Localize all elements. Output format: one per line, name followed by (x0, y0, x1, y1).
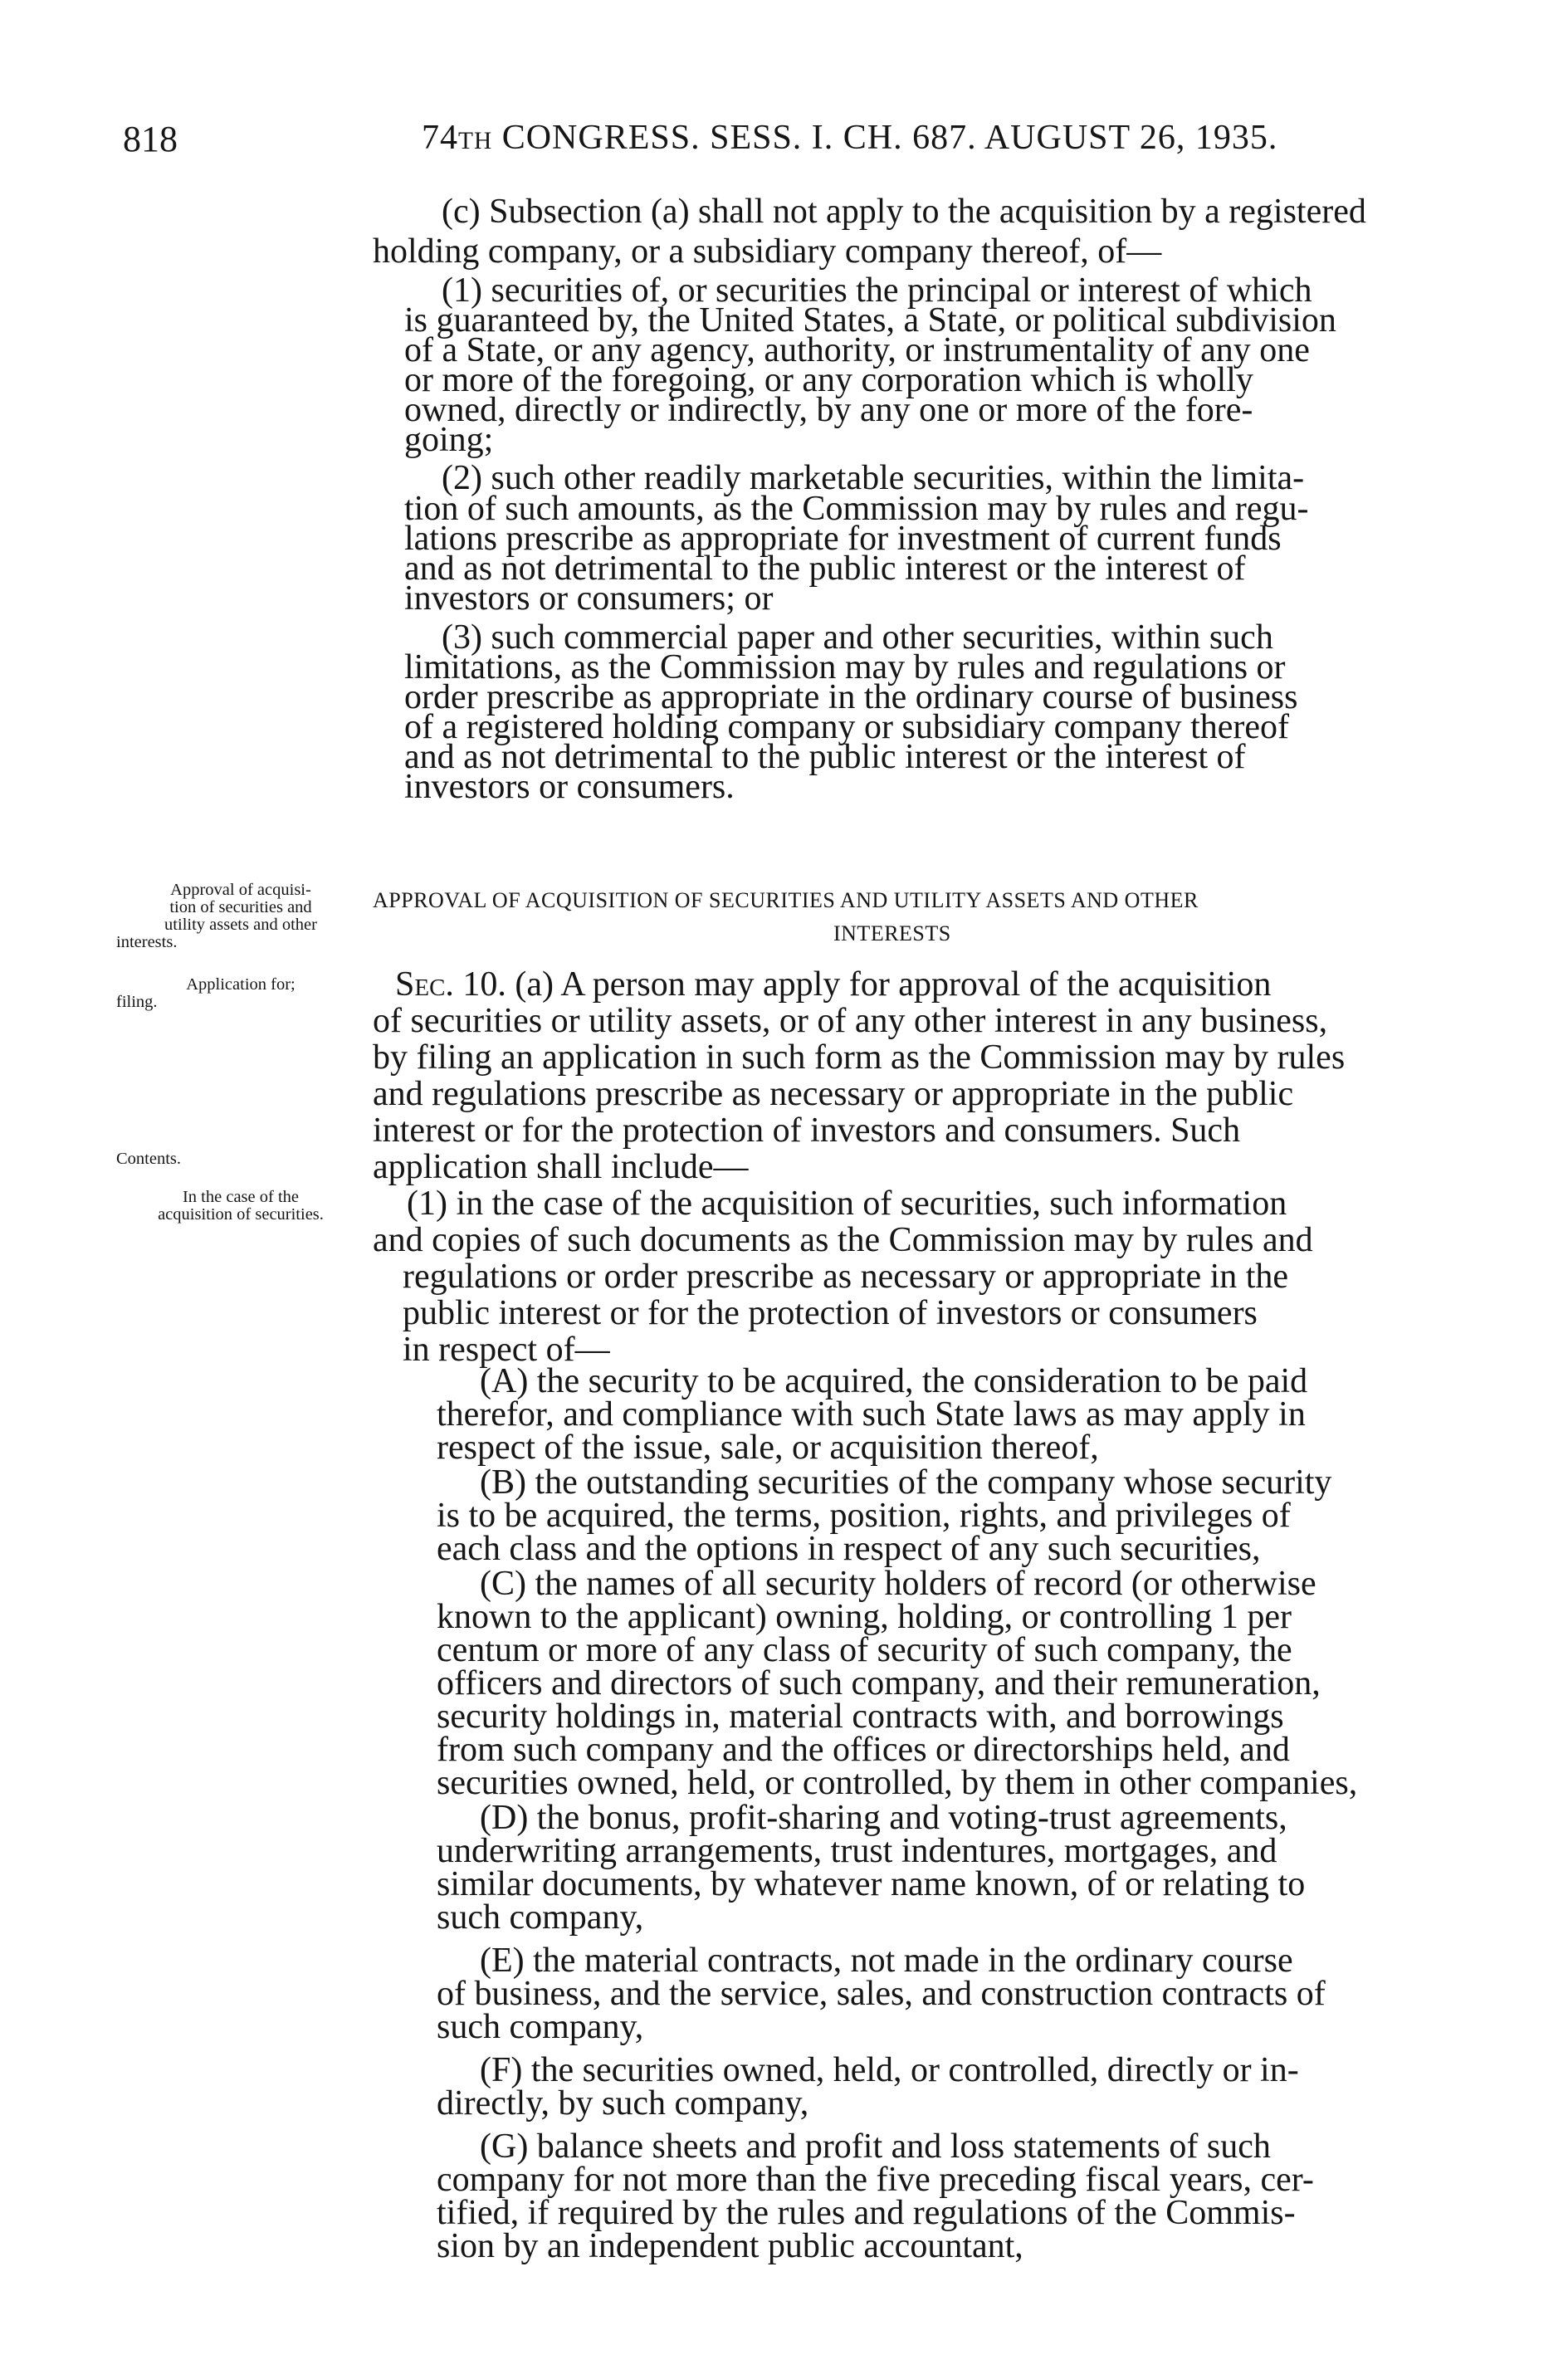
text-line (395, 965, 1271, 1004)
text-line: (c) Subsection (a) shall not apply to the acquisition by a registered (442, 193, 1366, 231)
text-line: each class and the options in respect of any such securities, (437, 1530, 1261, 1568)
text-line: owned, directly or indirectly, by any one or more of the fore- (404, 391, 1253, 429)
text-line: and regulations prescribe as necessary or appropriate in the public (373, 1075, 1294, 1113)
text-line: (F) the securities owned, held, or controlled, directly or in- (480, 2051, 1299, 2089)
text-line: (C) the names of all security holders of record (or otherwise (480, 1565, 1316, 1603)
margin-note-application-1: Application for; (186, 975, 296, 994)
text-line: interest or for the protection of investors and consumers. Such (373, 1111, 1241, 1150)
text-line: from such company and the offices or directorships held, and (437, 1731, 1290, 1769)
text-line: investors or consumers. (404, 768, 735, 806)
text-line: is guaranteed by, the United States, a State, or political subdivision (404, 301, 1336, 340)
text-line: or more of the foregoing, or any corporation which is wholly (404, 361, 1253, 399)
text-line: investors or consumers; or (404, 579, 774, 618)
congress-suffix: TH (458, 128, 493, 154)
text-line: respect of the issue, sale, or acquisition thereof, (437, 1429, 1099, 1467)
text-line: known to the applicant) owning, holding, or controlling 1 per (437, 1598, 1292, 1636)
text-line: centum or more of any class of security of such company, the (437, 1631, 1292, 1669)
text-line: (E) the material contracts, not made in the ordinary course (480, 1942, 1293, 1980)
text-line: order prescribe as appropriate in the ordinary course of business (404, 678, 1298, 716)
text-line: in respect of— (403, 1331, 610, 1369)
text-line: similar documents, by whatever name known, of or relating to (437, 1865, 1306, 1903)
margin-note-case-1: In the case of the (182, 1188, 300, 1206)
text-line: of business, and the service, sales, and construction contracts of (437, 1975, 1326, 2013)
text-line: and as not detrimental to the public interest or the interest of (404, 738, 1246, 776)
text-line: by filing an application in such form as the Commission may by rules (373, 1038, 1346, 1077)
text-line: (D) the bonus, profit-sharing and voting-trust agreements, (480, 1799, 1287, 1837)
text-line: therefor, and compliance with such State laws as may apply in (437, 1395, 1306, 1434)
text-line: of securities or utility assets, or of any other interest in any business, (373, 1002, 1328, 1040)
text-line: of a State, or any agency, authority, or instrumentality of any one (404, 331, 1310, 369)
text-line: (1) in the case of the acquisition of securities, such information (407, 1185, 1287, 1223)
congress-number: 74 (422, 119, 458, 157)
margin-note-approval-3: utility assets and other (164, 916, 317, 934)
text-line: is to be acquired, the terms, position, rights, and privileges of (437, 1497, 1291, 1535)
text-line: and copies of such documents as the Commission may by rules and (373, 1221, 1313, 1259)
margin-note-application-2: filing. (116, 993, 158, 1011)
text-line: such company, (437, 2008, 644, 2046)
text-line: going; (404, 421, 494, 459)
text-line: (B) the outstanding securities of the company whose security (480, 1463, 1332, 1502)
text-span: (a) A person may apply for approval of the acquisition (506, 965, 1272, 1004)
margin-note-case-2: acquisition of securities. (158, 1205, 324, 1224)
text-line: tified, if required by the rules and regulations of the Commis- (437, 2194, 1296, 2232)
text-line: (1) securities of, or securities the principal or interest of which (442, 271, 1312, 310)
text-line: tion of such amounts, as the Commission may by rules and regu- (404, 490, 1309, 528)
text-line: (2) such other readily marketable securities, within the limita- (442, 459, 1305, 497)
margin-note-approval-4: interests. (116, 933, 178, 951)
text-line: (A) the security to be acquired, the consideration to be paid (480, 1362, 1308, 1400)
text-line: regulations or order prescribe as necessary or appropriate in the (403, 1258, 1289, 1296)
running-title: CONGRESS. SESS. I. CH. 687. AUGUST 26, 1935. (492, 119, 1278, 157)
text-line: lations prescribe as appropriate for investment of current funds (404, 520, 1282, 558)
section-heading-continued: INTERESTS (833, 921, 951, 945)
section-label: Sec. 10. (395, 965, 506, 1004)
text-line: directly, by such company, (437, 2084, 809, 2123)
text-line: and as not detrimental to the public interest or the interest of (404, 550, 1246, 588)
margin-note-approval-2: tion of securities and (169, 898, 312, 916)
text-line: securities owned, held, or controlled, by them in other companies, (437, 1764, 1358, 1802)
text-line: sion by an independent public accountant, (437, 2227, 1023, 2265)
text-line: public interest or for the protection of investors or consumers (403, 1294, 1258, 1332)
section-heading: APPROVAL OF ACQUISITION OF SECURITIES AND UTILITY ASSETS AND OTHER (373, 888, 1199, 912)
text-line: limitations, as the Commission may by rules and regulations or (404, 648, 1286, 686)
text-line: such company, (437, 1898, 644, 1937)
text-line: company for not more than the five preceding fiscal years, cer- (437, 2161, 1314, 2199)
text-line: (G) balance sheets and profit and loss statements of such (480, 2127, 1271, 2166)
text-line: (3) such commercial paper and other securities, within such (442, 618, 1273, 657)
page-number: 818 (123, 119, 178, 159)
text-line: of a registered holding company or subsidiary company thereof (404, 708, 1290, 746)
text-line: security holdings in, material contracts with, and borrowings (437, 1698, 1284, 1736)
text-line: officers and directors of such company, and their remuneration, (437, 1664, 1321, 1702)
text-line: application shall include— (373, 1148, 749, 1186)
text-line: holding company, or a subsidiary company thereof, of— (373, 232, 1162, 271)
margin-note-approval-1: Approval of acquisi- (170, 881, 311, 899)
margin-note-contents: Contents. (116, 1150, 182, 1168)
text-line: underwriting arrangements, trust indentures, mortgages, and (437, 1832, 1277, 1870)
